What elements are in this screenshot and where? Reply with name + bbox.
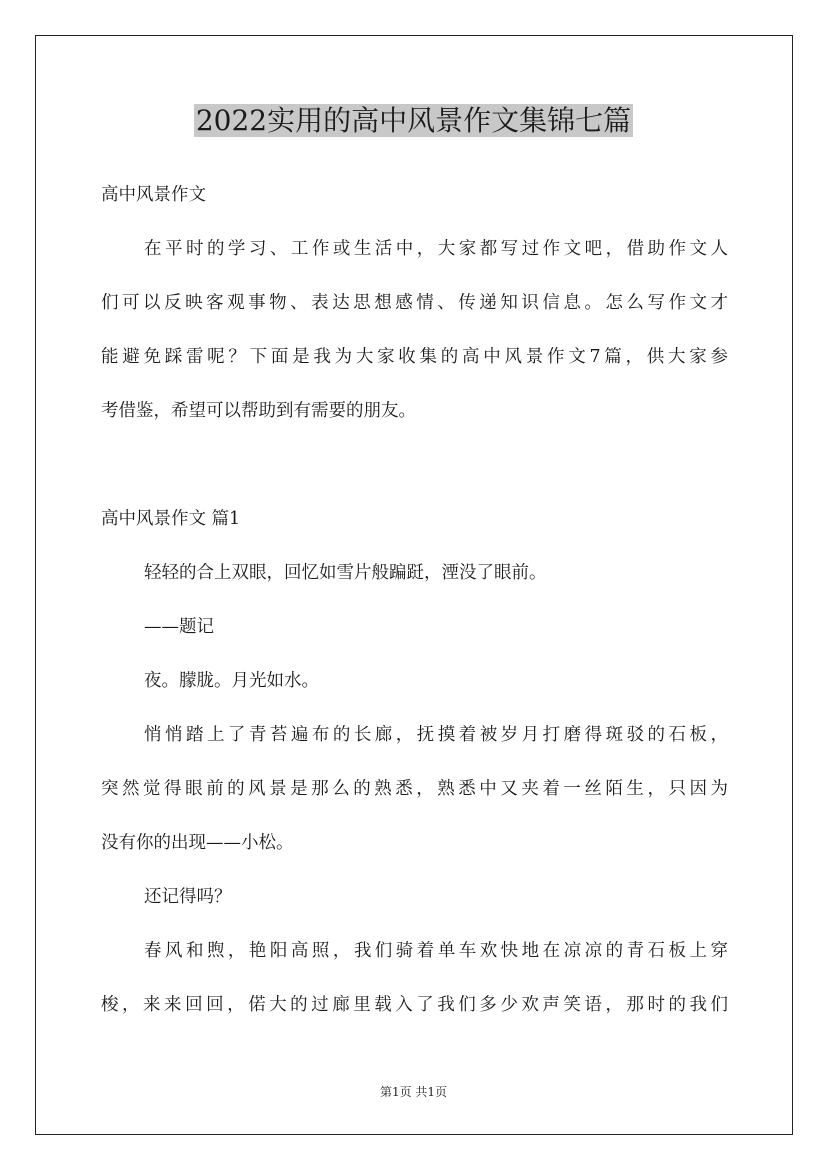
intro-paragraph-line: 在平时的学习、工作或生活中，大家都写过作文吧，借助作文人 xyxy=(144,239,728,259)
intro-paragraph-line: 能避免踩雷呢？下面是我为大家收集的高中风景作文7篇，供大家参 xyxy=(101,347,728,367)
section-heading: 高中风景作文 篇1 xyxy=(101,509,241,529)
section-paragraph-line: 没有你的出现——小松。 xyxy=(101,833,294,853)
section-paragraph-line: 还记得吗？ xyxy=(144,887,232,907)
document-title-text: 2022实用的高中风景作文集锦七篇 xyxy=(195,104,632,137)
document-title xyxy=(0,100,827,142)
document-body xyxy=(101,168,728,1032)
page-footer: 第1页 共1页 xyxy=(379,1085,448,1099)
section-paragraph-line: 春风和煦，艳阳高照，我们骑着单车欢快地在凉凉的青石板上穿 xyxy=(144,941,728,961)
intro-paragraph-line: 考借鉴，希望可以帮助到有需要的朋友。 xyxy=(101,401,416,421)
section-paragraph-line: 轻轻的合上双眼，回忆如雪片般蹁跹，湮没了眼前。 xyxy=(144,563,547,583)
intro-heading: 高中风景作文 xyxy=(101,185,206,205)
section-paragraph-line: 突然觉得眼前的风景是那么的熟悉，熟悉中又夹着一丝陌生，只因为 xyxy=(101,779,728,799)
section-paragraph-line: 夜。朦胧。月光如水。 xyxy=(144,671,319,691)
blank-line xyxy=(101,438,728,492)
section-paragraph-line: 悄悄踏上了青苔遍布的长廊，抚摸着被岁月打磨得斑驳的石板， xyxy=(144,725,728,745)
section-paragraph-line: 梭，来来回回，偌大的过廊里载入了我们多少欢声笑语，那时的我们 xyxy=(101,995,728,1015)
intro-paragraph-line: 们可以反映客观事物、表达思想感情、传递知识信息。怎么写作文才 xyxy=(101,293,728,313)
section-paragraph-line: ——题记 xyxy=(144,617,214,637)
